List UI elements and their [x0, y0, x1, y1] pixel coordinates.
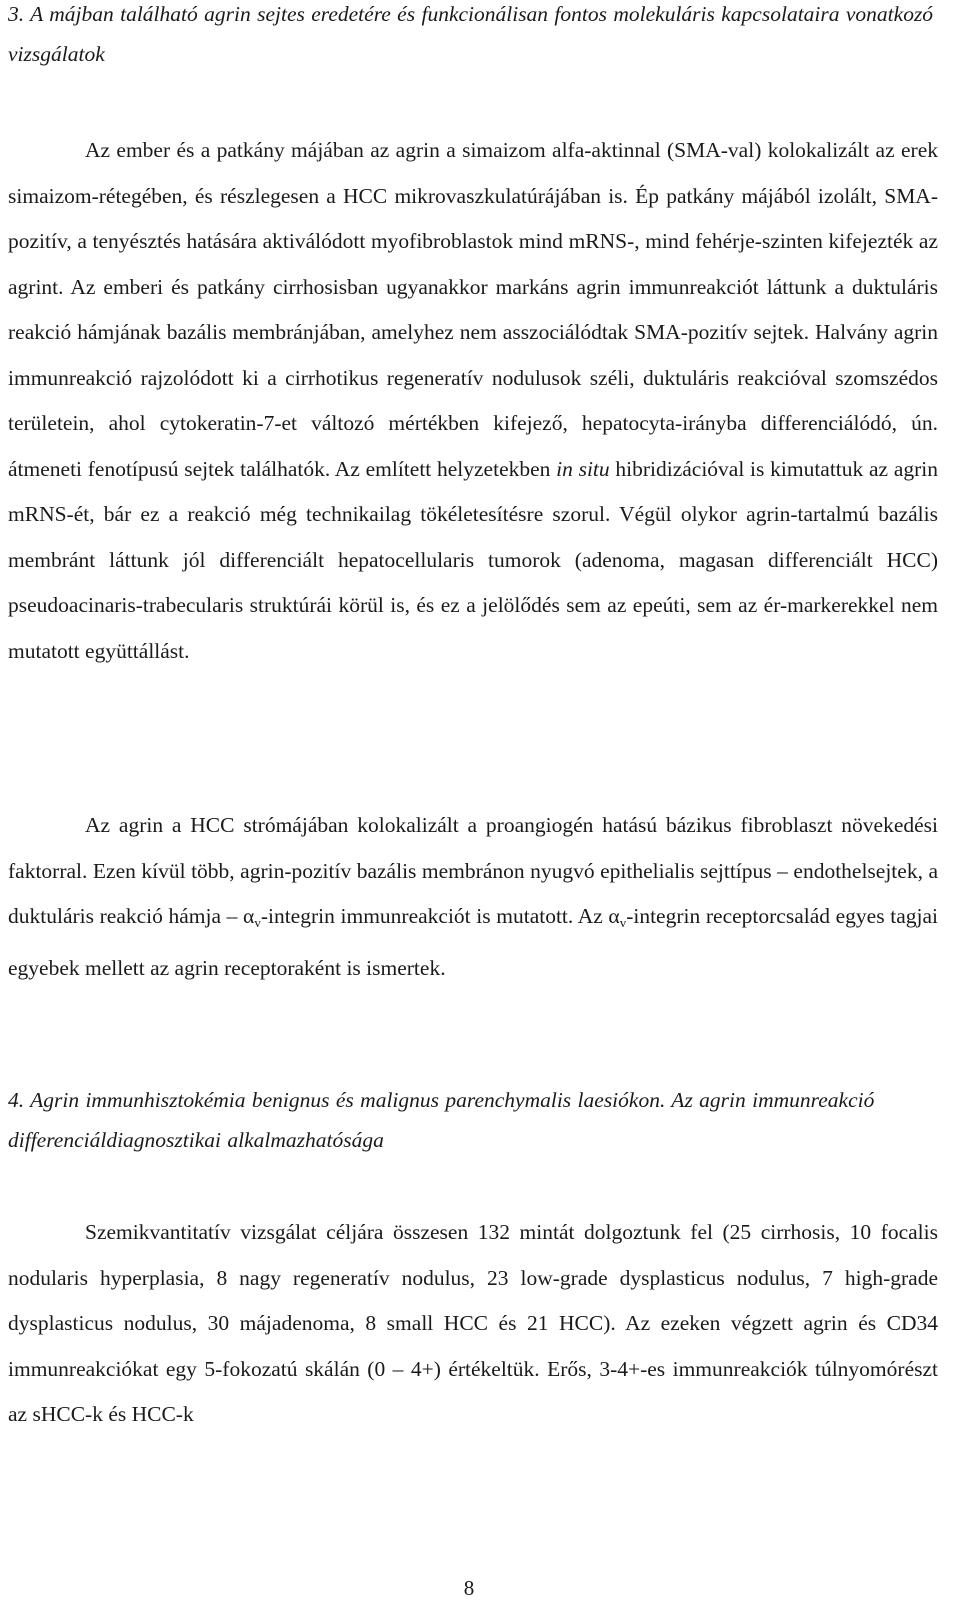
alpha-v-subscript-1: v — [254, 915, 261, 930]
paragraph-2-text-c: -integrin receptorcsalád egyes tagjai egyebek mellett az agrin receptoraként is ismertek. — [8, 904, 938, 980]
paragraph-2-text-b: -integrin immunreakciót is mutatott. Az α — [260, 904, 620, 928]
alpha-v-subscript-2: v — [619, 915, 627, 930]
paragraph-1-tail: hibridizációval is kimutattuk az agrin mRNS-ét, bár ez a reakció még technikailag tökéletesítésre szorul. Végül olykor agrin-tartalmú bazális membránt láttunk jól differenciált hepatocellularis tumorok (adenoma, magasan differenciált HCC) pseudoacinaris-trabecularis struktúrái körül is, és ez a jelölődés sem az epeúti, sem az ér-markerekkel nem mutatott együttállást. — [8, 456, 938, 663]
page-number: 8 — [463, 1576, 475, 1600]
section-4-heading: 4. Agrin immunhisztokémia benignus és malignus parenchymalis laesiókon. Az agrin immunreakció differenciáldiagnosztikai alkalmazhatósága — [8, 1088, 875, 1152]
section-3-heading: 3. A májban található agrin sejtes eredetére és funkcionálisan fontos molekuláris kapcsolataira vonatkozó vizsgálatok — [8, 2, 934, 66]
paragraph-2-text-a: Az agrin a HCC strómájában kolokalizált a proangiogén hatású bázikus fibroblaszt növekedési faktorral. Ezen kívül több, agrin-pozitív bazális membránon nyugvó epithelialis sejttípus – endothelsejtek, a duktuláris reakció hámja – α — [8, 813, 938, 928]
in-situ-term: in situ — [556, 456, 610, 481]
section-4-paragraph: Szemikvantitatív vizsgálat céljára összesen 132 mintát dolgoztunk fel (25 cirrhosis, 10 focalis nodularis hyperplasia, 8 nagy regeneratív nodulus, 23 low-grade dysplasticus nodulus, 7 high-grade dysplasticus nodulus, 30 májadenoma, 8 small HCC és 21 HCC). Az ezeken végzett agrin és CD34 immunreakciókat egy 5-fokozatú skálán (0 – 4+) értékeltük. Erős, 3-4+-es immunreakciók túlnyomórészt az sHCC-k és HCC-k — [8, 1220, 938, 1426]
section-3-paragraph-1 — [8, 128, 938, 674]
section-3-paragraph-2 — [8, 803, 938, 991]
paragraph-1-text: Az ember és a patkány májában az agrin a simaizom alfa-aktinnal (SMA-val) kolokalizált az erek simaizom-rétegében, és részlegesen a HCC mikrovaszkulatúrájában is. Ép patkány májából izolált, SMA-pozitív, a tenyésztés hatására aktiválódott myofibroblastok mind mRNS-, mind fehérje-szinten kifejezték az agrint. Az emberi és patkány cirrhosisban ugyanakkor markáns agrin immunreakciót láttunk a duktuláris reakció hámjának bazális membránjában, amelyhez nem asszociálódtak SMA-pozitív sejtek. Halvány agrin immunreakció rajzolódott ki a cirrhotikus regeneratív nodulusok széli, duktuláris reakcióval szomszédos területein, ahol cytokeratin-7-et változó mértékben kifejező, hepatocyta-irányba differenciálódó, ún. átmeneti fenotípusú sejtek találhatók. Az említett helyzetekben — [8, 138, 938, 481]
